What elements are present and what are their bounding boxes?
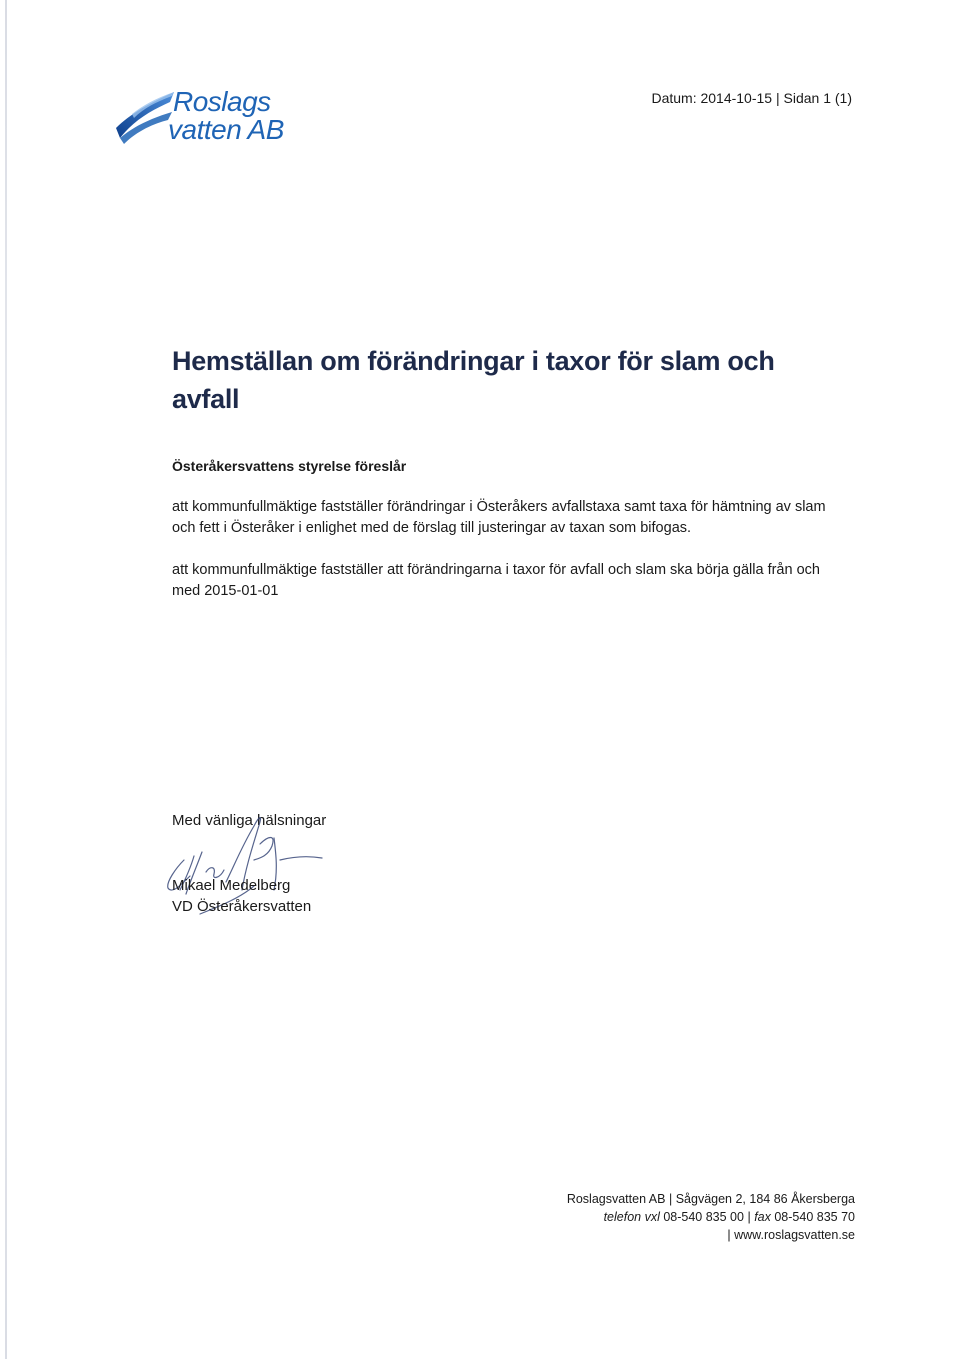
- footer-line-1: [567, 1190, 855, 1208]
- document-title: Hemställan om förändringar i taxor för slam och avfall: [172, 346, 775, 414]
- footer-fax-label: fax: [754, 1210, 771, 1224]
- proposal-paragraph-2: att kommunfullmäktige fastställer att förändringarna i taxor för avfall och slam ska börja gälla från och med 2015-01-01: [172, 562, 820, 599]
- footer-line-3: [567, 1226, 855, 1244]
- closing-greeting: Med vänliga hälsningar: [172, 812, 327, 829]
- logo-text-line1: Roslags: [173, 86, 271, 117]
- footer-website-link[interactable]: www.roslagsvatten.se: [734, 1228, 855, 1242]
- proposal-paragraph-1: att kommunfullmäktige fastställer förändringar i Österåkers avfallstaxa samt taxa för hämtning av slam och fett i Österåker i enlighet med de förslag till justeringar av taxan som bifogas.: [172, 499, 826, 536]
- footer-line-2: [567, 1208, 855, 1226]
- page-label: Sidan 1 (1): [783, 90, 852, 106]
- header-separator: |: [775, 90, 780, 106]
- footer-separator: |: [668, 1192, 673, 1206]
- footer-phone-label: telefon vxl: [603, 1210, 660, 1224]
- footer-address: Sågvägen 2, 184 86 Åkersberga: [675, 1192, 855, 1206]
- company-logo: [112, 84, 312, 154]
- signer-title: VD Österåkersvatten: [172, 898, 312, 915]
- footer-separator: |: [747, 1210, 751, 1224]
- page-edge: [5, 0, 7, 1359]
- footer-separator: |: [727, 1228, 731, 1242]
- footer: [567, 1190, 855, 1244]
- date-label: Datum: 2014-10-15: [651, 90, 773, 106]
- footer-company: Roslagsvatten AB: [566, 1192, 666, 1206]
- document-subtitle: Österåkersvattens styrelse föreslår: [172, 458, 407, 474]
- footer-phone: 08-540 835 00: [663, 1210, 744, 1224]
- logo-text-line2: vatten AB: [168, 114, 284, 145]
- header-info: [651, 90, 852, 106]
- signer-name: Mikael Medelberg: [172, 877, 291, 894]
- footer-fax: 08-540 835 70: [774, 1210, 855, 1224]
